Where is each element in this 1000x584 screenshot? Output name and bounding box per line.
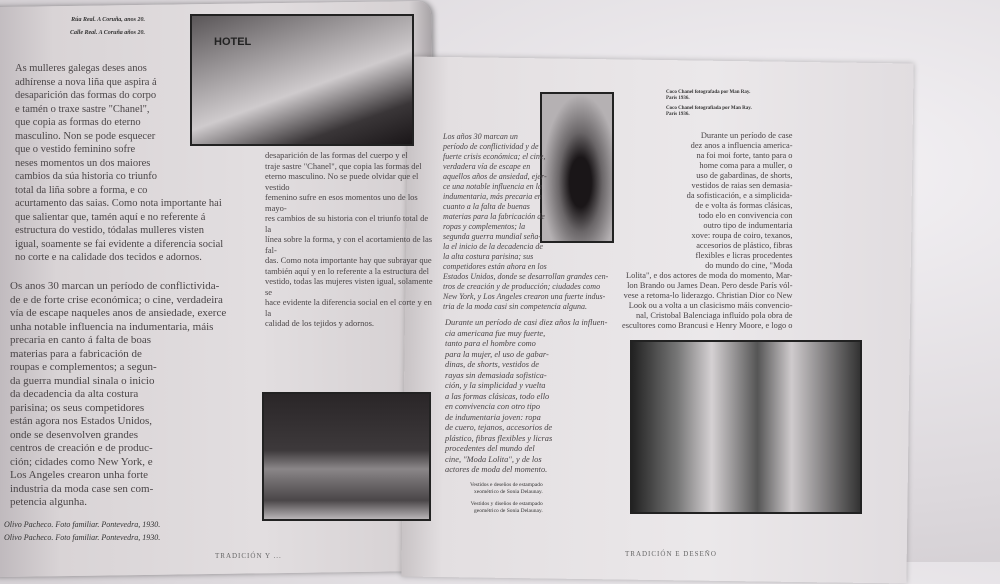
text-line: eterno masculino. No se puede olvidar que el vestido (265, 171, 419, 192)
text-line: que salientar que, tamén aquí e no referente á (15, 211, 206, 223)
left-footer: TRADICIÓN Y ... (215, 552, 282, 560)
text-line: Os anos 30 marcan un período de conflictivida- (10, 280, 220, 292)
text-line: la alta costura parisina; sus (443, 252, 534, 261)
text-line: dinas, de shorts, vestidos de (445, 360, 539, 369)
caption-line: París 1936. (666, 112, 690, 117)
text-line: aquellos años de ansiedad, ejer- (443, 172, 547, 181)
text-line: nal, Cristobal Balenciaga influído pola obra de (635, 311, 793, 320)
text-line: escultores como Brancusi e Henry Moore, e logo o (622, 321, 793, 330)
text-line: res cambios de su historia con el triunfo total de la (265, 213, 429, 234)
text-line: de e de forte crise económica; o cine, verdadeira (10, 293, 223, 306)
text-line: tria de la moda casi sin competencia alguna. (443, 302, 587, 311)
text-line: tros de creación y de producción; ciudades como (443, 282, 601, 291)
text-line: calidad de los tejidos y adornos. (265, 318, 375, 328)
text-line: dez anos a influencia america- (690, 141, 793, 150)
text-line: xove: roupa de coiro, texanos, (691, 231, 793, 240)
text-line: todo elo en convivencia con (698, 211, 793, 220)
text-line: que copia as formas do eterno (15, 117, 141, 128)
text-line: Lolita", e dos actores de moda do momento, Mar- (625, 271, 793, 280)
text-line: flexibles e licras procedentes (695, 251, 793, 260)
text-line: New York, y Los Angeles crearon una fuerte indus- (443, 292, 606, 301)
text-line: cambios da súa historia co triunfo (15, 171, 158, 182)
delaunay-caption (470, 482, 543, 515)
text-line: roupas e complementos; a segun- (10, 361, 157, 373)
text-line: plástico, fibras flexibles y licras (445, 433, 553, 443)
text-line: centros de creación e de produc- (10, 442, 153, 454)
text-line: vese a retoma-lo liderazgo. Christian Dior co New (623, 291, 793, 300)
text-line: accesorios de plástico, fibras (696, 241, 793, 250)
text-line: parisina; os seus competidores (10, 401, 145, 414)
street-caption (70, 16, 145, 37)
text-line: vestidos de raias sen demasia- (691, 181, 793, 190)
text-line: igual, soamente se fai evidente a diferencia social (15, 238, 224, 250)
family-caption (4, 520, 160, 543)
text-line: petencia algunha. (10, 496, 87, 508)
caption-line: xeométrico de Sonia Delaunay. (474, 489, 543, 495)
text-line: na foi moi forte, tanto para o (696, 151, 793, 160)
hotel-sign: HOTEL (214, 36, 252, 48)
text-line: verdadera vía de escape en (443, 162, 531, 171)
text-line: ropas y complementos; la (443, 222, 526, 231)
text-line: ce una notable influencia en la (443, 182, 542, 191)
text-line: Look ou a volta a un clasicismo máis convencio- (628, 301, 793, 310)
text-line: desaparición das formas do corpo (15, 90, 157, 101)
text-line: competidores están ahora en los (443, 262, 547, 271)
text-line: da decadencia da alta costura (10, 388, 139, 400)
text-line: materias para a fabricación de (10, 347, 142, 360)
text-line: neses momentos un dos maiores (15, 157, 151, 169)
text-line: de indumentaria joven: ropa (445, 412, 541, 422)
right-footer: TRADICIÓN E DESEÑO (625, 550, 717, 558)
caption-line: geométrico de Sonia Delaunay. (474, 508, 543, 514)
text-line: hace evidente la diferencia social en el corte y en la (265, 297, 432, 318)
caption-line: Vestidos e deseños de estampado (470, 482, 543, 488)
text-line: da sofisticación, e a simplicida- (686, 191, 793, 200)
text-line: que o vestido feminino sofre (15, 144, 136, 155)
text-line: traje sastre "Chanel", que copia las formas del (265, 160, 422, 171)
text-line: ción, y la simplicidad y vuelta (445, 381, 546, 390)
chanel-caption (666, 90, 752, 118)
caption-line: Rúa Real. A Coruña, anos 20. (71, 17, 145, 23)
delaunay-fashion-photo (630, 340, 862, 514)
text-line: de cuero, tejanos, accesorios de (445, 423, 553, 432)
text-line: unha notable influencia na indumentaria, máis (10, 320, 214, 333)
text-line: no corte e na calidade dos tecidos e adornos. (15, 252, 202, 263)
text-line: acurtamento das saias. Como nota importante hai (15, 198, 222, 209)
left-paragraph-2 (10, 280, 226, 510)
text-line: indumentaria, más precaria en (443, 192, 542, 201)
text-line: fuerte crisis económica; el cine, (443, 152, 546, 161)
family-photo (262, 392, 431, 521)
text-line: uso de gabardinas, de shorts, (696, 171, 793, 180)
text-line: Durante un período de casi diez años la influen- (445, 318, 608, 327)
text-line: femenino sufre en esos momentos uno de los mayo- (265, 192, 418, 213)
caption-line: Olivo Pacheco. Foto familiar. Pontevedra, 1930. (4, 533, 161, 542)
caption-line: Vestidos y diseños de estampado (470, 501, 543, 507)
text-line: industria da moda case sen com- (10, 482, 154, 495)
text-line: As mulleres galegas deses anos (15, 63, 147, 74)
text-line: de e volta ás formas clásicas, (695, 201, 793, 210)
text-line: da guerra mundial sinala o inicio (10, 374, 155, 387)
text-line: segunda guerra mundial seña- (443, 232, 541, 241)
text-line: actores de moda del momento. (445, 465, 548, 474)
text-line: das. Como nota importante hay que subrayar que (265, 255, 432, 265)
right-italic-column (443, 132, 608, 312)
caption-line: Coco Chanel fotografada por Man Ray. (666, 90, 751, 95)
text-line: lon Brando ou James Dean. Pero desde París vól- (627, 281, 793, 290)
text-line: estructura do vestido, tódalas mulleres visten (15, 225, 204, 236)
text-line: están agora nos Estados Unidos, (10, 415, 153, 427)
caption-line: Calle Real. A Coruña años 20. (70, 30, 145, 36)
text-line: e tamén o traxe sastre "Chanel", (15, 103, 150, 115)
street-photo (190, 14, 414, 146)
text-line: Los Angeles crearon unha forte (10, 469, 149, 481)
text-line: desaparición de las formas del cuerpo y el (265, 150, 408, 160)
text-line: para la mujer, el uso de gabar- (445, 349, 549, 359)
text-line: período de conflictividad y de (443, 142, 539, 151)
text-line: línea sobre la forma, y con el acortamiento de las fal- (265, 234, 433, 255)
text-line: cia americana fue muy fuerte, (445, 328, 546, 338)
text-line: precaria en canto á falta de boas (10, 334, 152, 346)
text-line: Durante un período de case (700, 131, 793, 140)
text-line: total da liña sobre a forma, e co (15, 184, 148, 196)
text-line: procedentes del mundo del (445, 444, 535, 453)
text-line: tanto para el hombre como (445, 339, 536, 348)
text-line: ción; cidades como New York, e (10, 455, 153, 468)
text-line: do mundo do cine, "Moda (705, 261, 793, 270)
text-line: masculino. Non se pode esquecer (15, 130, 156, 142)
caption-line: Olivo Pacheco. Foto familiar. Pontevedra, 1930. (4, 520, 161, 529)
text-line: en convivencia con otro tipo (445, 402, 541, 411)
text-line: rayas sin demasiada sofistica- (445, 370, 547, 380)
caption-line: Coco Chanel fotografiada por Man Ray. (666, 106, 752, 111)
text-line: la el inicio de la decadencia de (443, 242, 543, 251)
text-line: cuanto a la falta de buenas (443, 202, 530, 211)
text-line: home coma para a muller, o (699, 161, 793, 170)
text-line: a las formas clásicas, todo ello (445, 391, 550, 401)
text-line: vía de escape naqueles anos de ansiedade, exerce (10, 307, 227, 319)
text-line: onde se desenvolven grandes (10, 428, 138, 441)
left-spanish-column (265, 150, 433, 329)
text-line: outro tipo de indumentaria (703, 221, 793, 230)
text-line: Los años 30 marcan un (443, 132, 518, 141)
text-line: cine, "Moda Lolita", y de los (445, 454, 542, 464)
text-line: vestido, todas las mujeres visten igual, solamente se (265, 276, 433, 297)
text-line: materias para la fabricación de (443, 212, 545, 221)
right-italic-lower (445, 318, 607, 476)
text-line: adhírense a nova liña que aspira á (15, 76, 157, 88)
text-line: también aquí y en lo referente a la estructura del (265, 265, 430, 276)
text-line: Estados Unidos, donde se desarrollan grandes cen- (443, 272, 609, 281)
caption-line: París 1936. (666, 96, 690, 101)
right-main-column (622, 131, 792, 331)
left-paragraph-1 (15, 62, 223, 265)
